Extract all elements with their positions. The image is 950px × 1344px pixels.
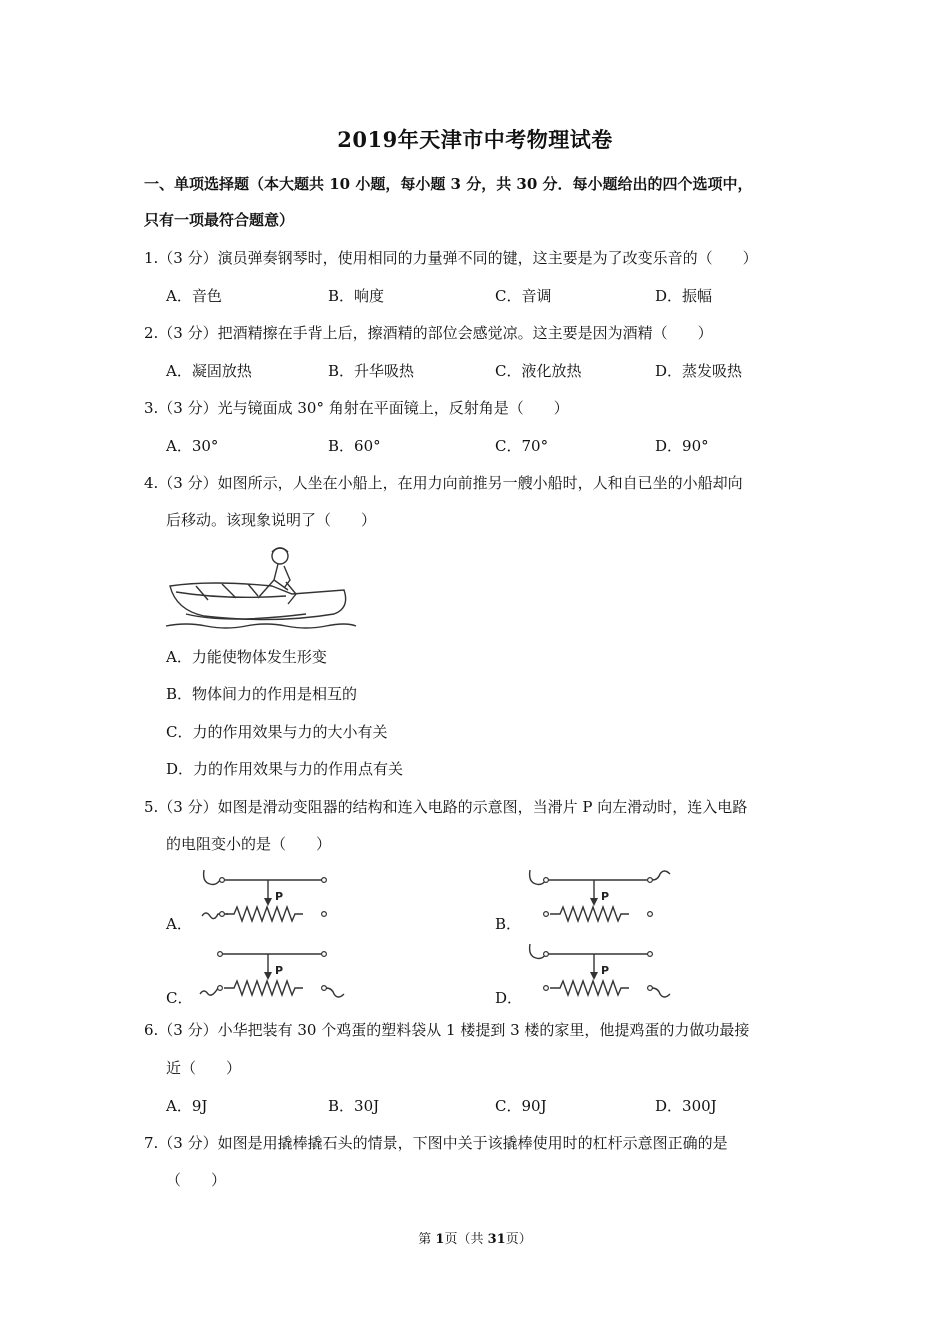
section-heading-line1: 一、单项选择题（本大题共 10 小题，每小题 3 分，共 30 分．每小题给出的四个选项中， (144, 175, 753, 193)
rheostat-diagram-c (198, 942, 348, 1002)
q4-option-c: C．力的作用效果与力的大小有关 (166, 723, 388, 741)
slider-p-label-d: P (601, 964, 610, 977)
page-footer (0, 1228, 950, 1247)
question-6-stem: 6.（3 分）小华把装有 30 个鸡蛋的塑料袋从 1 楼提到 3 楼的家里，他提鸡蛋的力做功最接 (144, 1021, 750, 1039)
question-7-stem-cont: （ ） (166, 1171, 227, 1189)
footer-total-pages: 31 (487, 1232, 506, 1247)
question-5-stem: 5.（3 分）如图是滑动变阻器的结构和连入电路的示意图，当滑片 P 向左滑动时，连入电路 (144, 798, 748, 816)
rheostat-diagram-a (198, 866, 333, 926)
page-title: 2019年天津市中考物理试卷 (337, 127, 613, 152)
footer-suffix: 页） (505, 1232, 532, 1247)
slider-p-label-a: P (275, 890, 284, 903)
q2-option-b: B．升华吸热 (328, 362, 415, 380)
footer-middle: 页（共 (444, 1232, 488, 1247)
slider-p-label-b: P (601, 890, 610, 903)
q2-option-a: A．凝固放热 (166, 362, 252, 380)
q5-option-b: B． (495, 915, 522, 933)
q2-option-d: D．蒸发吸热 (655, 362, 743, 380)
rheostat-diagram-d (524, 942, 674, 1002)
question-4-stem: 4.（3 分）如图所示，人坐在小船上，在用力向前推另一艘小船时，人和自已坐的小船却向 (144, 474, 743, 492)
q1-option-c: C．音调 (495, 287, 552, 305)
q2-option-c: C．液化放热 (495, 362, 582, 380)
q4-option-b: B．物体间力的作用是相互的 (166, 685, 358, 703)
q3-option-d: D．90° (655, 437, 709, 455)
question-2-stem: 2.（3 分）把酒精擦在手背上后，擦酒精的部位会感觉凉。这主要是因为酒精（ ） (144, 324, 713, 342)
question-1-stem: 1.（3 分）演员弹奏钢琴时，使用相同的力量弹不同的键，这主要是为了改变乐音的（ ） (144, 249, 758, 267)
q3-option-a: A．30° (166, 437, 219, 455)
q1-option-d: D．振幅 (655, 287, 713, 305)
rheostat-diagram-b (524, 866, 674, 926)
q1-option-a: A．音色 (166, 287, 222, 305)
q6-option-a: A．9J (166, 1097, 208, 1115)
question-5-stem-cont: 的电阻变小的是（ ） (166, 835, 332, 853)
question-4-stem-cont: 后移动。该现象说明了（ ） (166, 511, 377, 529)
question-7-stem: 7.（3 分）如图是用撬棒撬石头的情景，下图中关于该撬棒使用时的杠杆示意图正确的是 (144, 1134, 728, 1152)
slider-p-label-c: P (275, 964, 284, 977)
q4-option-a: A．力能使物体发生形变 (166, 648, 327, 666)
q3-option-b: B．60° (328, 437, 381, 455)
q5-option-a: A． (166, 915, 192, 933)
boat-illustration (166, 544, 356, 634)
footer-page-number: 1 (435, 1232, 445, 1247)
q6-option-b: B．30J (328, 1097, 380, 1115)
q6-option-d: D．300J (655, 1097, 717, 1115)
question-3-stem: 3.（3 分）光与镜面成 30° 角射在平面镜上，反射角是（ ） (144, 399, 569, 417)
q3-option-c: C．70° (495, 437, 549, 455)
footer-prefix: 第 (418, 1232, 436, 1247)
q5-option-d: D． (495, 989, 523, 1007)
q6-option-c: C．90J (495, 1097, 547, 1115)
question-6-stem-cont: 近（ ） (166, 1059, 242, 1077)
q5-option-c: C． (166, 989, 193, 1007)
q1-option-b: B．响度 (328, 287, 385, 305)
section-heading-line2: 只有一项最符合题意） (144, 211, 295, 229)
q4-option-d: D．力的作用效果与力的作用点有关 (166, 760, 404, 778)
